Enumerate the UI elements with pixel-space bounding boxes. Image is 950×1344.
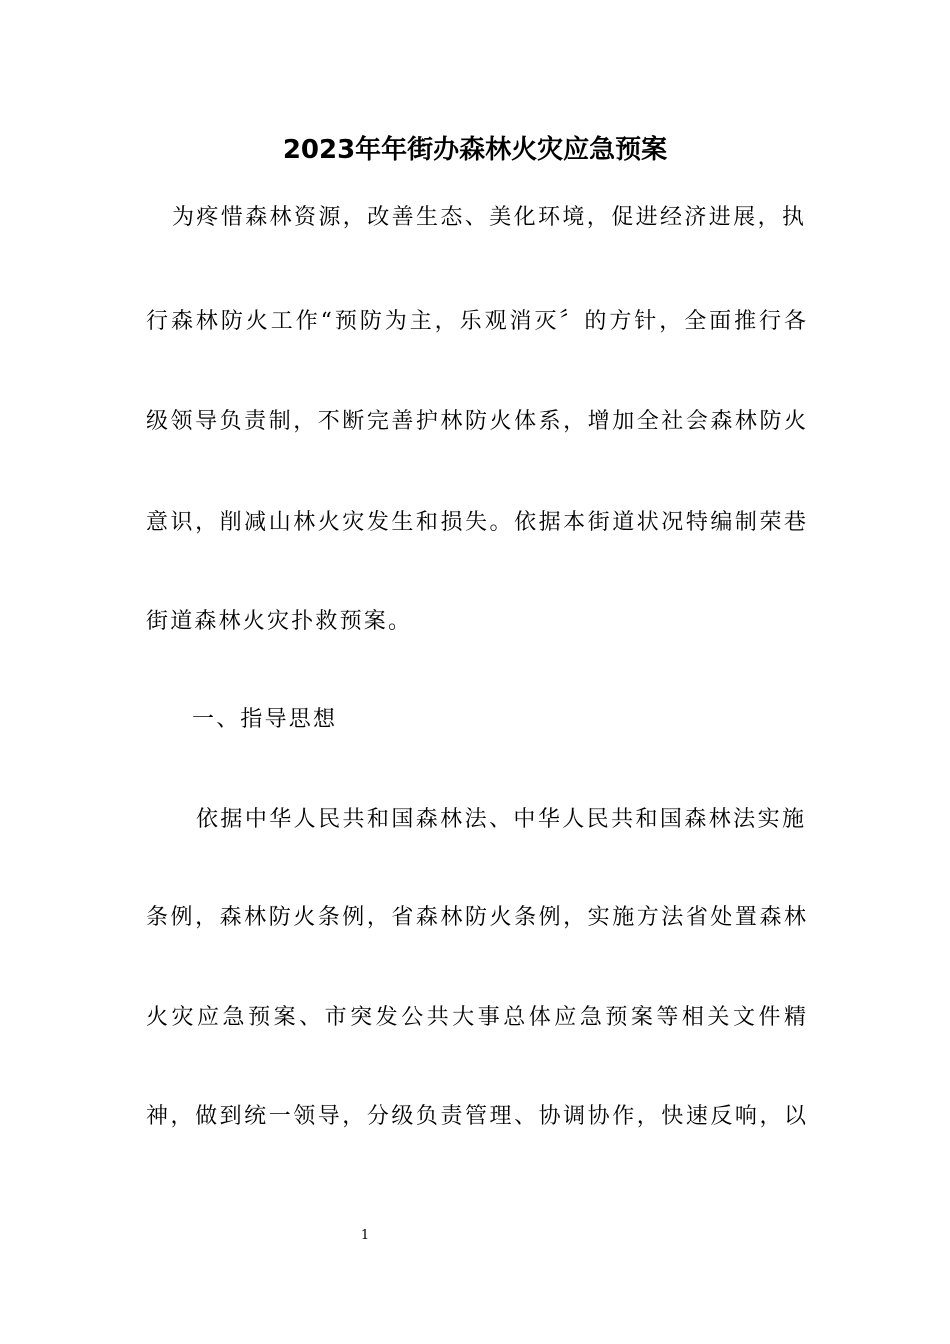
section-heading: 一、指导思想 — [192, 707, 338, 732]
paragraph-line: 意识，削减山林火灾发生和损失。依据本街道状况特编制荣巷 — [146, 510, 806, 535]
paragraph-line: 级领导负责制，不断完善护林防火体系，增加全社会森林防火 — [146, 409, 806, 434]
paragraph-line: 为疼惜森林资源，改善生态、美化环境，促进经济进展，执 — [172, 205, 804, 230]
paragraph-line: 行森林防火工作“预防为主，乐观消灭〞的方针，全面推行各 — [146, 309, 806, 334]
paragraph-line: 依据中华人民共和国森林法、中华人民共和国森林法实施 — [196, 807, 804, 832]
paragraph-line: 火灾应急预案、市突发公共大事总体应急预案等相关文件精 — [146, 1005, 806, 1030]
paragraph-line: 神，做到统一领导，分级负责管理、协调协作，快速反响，以 — [146, 1104, 806, 1129]
paragraph-line: 条例，森林防火条例，省森林防火条例，实施方法省处置森林 — [146, 905, 806, 930]
page-number: 1 — [360, 1228, 370, 1243]
document-title: 2023年年街办森林火灾应急预案 — [282, 135, 668, 165]
paragraph-line: 街道森林火灾扑救预案。 — [146, 609, 413, 634]
